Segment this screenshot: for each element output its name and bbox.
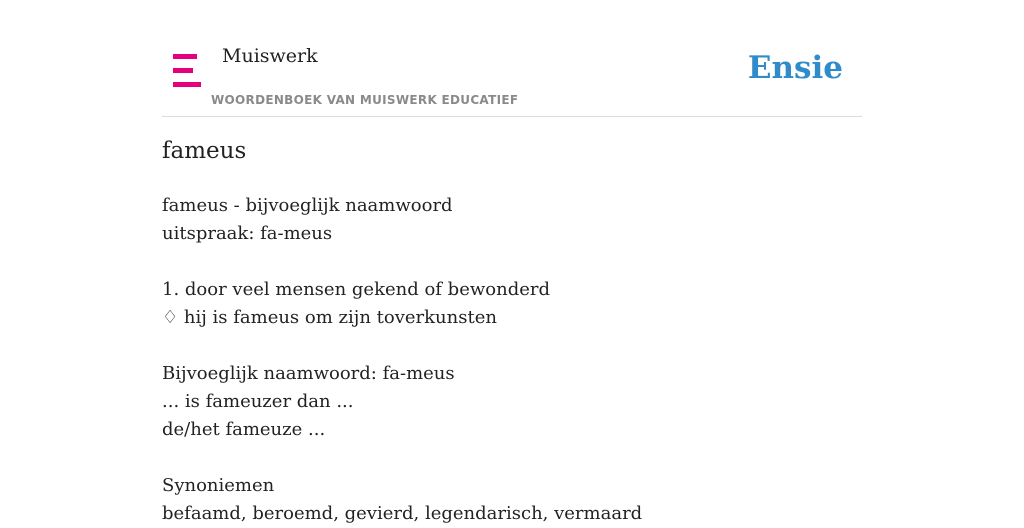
definition-line: ... is fameuzer dan ... xyxy=(162,391,354,412)
definition-line: ♢ hij is fameus om zijn toverkunsten xyxy=(162,307,497,328)
definition-line: de/het fameuze ... xyxy=(162,419,326,440)
definition-line: uitspraak: fa-meus xyxy=(162,223,333,244)
definition-line xyxy=(162,444,862,472)
definition-line xyxy=(162,332,862,360)
brand-subtitle: WOORDENBOEK VAN MUISWERK EDUCATIEF xyxy=(211,93,519,107)
page xyxy=(162,0,862,524)
muiswerk-logo-icon[interactable] xyxy=(173,54,201,88)
definition-line: Bijvoeglijk naamwoord: fa-meus xyxy=(162,363,455,384)
brand-name: Muiswerk xyxy=(222,45,318,67)
definition-body xyxy=(162,192,862,528)
site-header xyxy=(162,0,862,117)
definition-line: fameus - bijvoeglijk naamwoord xyxy=(162,195,453,216)
definition-line: befaamd, beroemd, gevierd, legendarisch, vermaard xyxy=(162,503,643,524)
definition-line: 1. door veel mensen gekend of bewonderd xyxy=(162,279,550,300)
definition-line xyxy=(162,248,862,276)
ensie-logo[interactable]: Ensie xyxy=(747,50,843,86)
entry-title: fameus xyxy=(162,138,247,164)
definition-line: Synoniemen xyxy=(162,475,275,496)
